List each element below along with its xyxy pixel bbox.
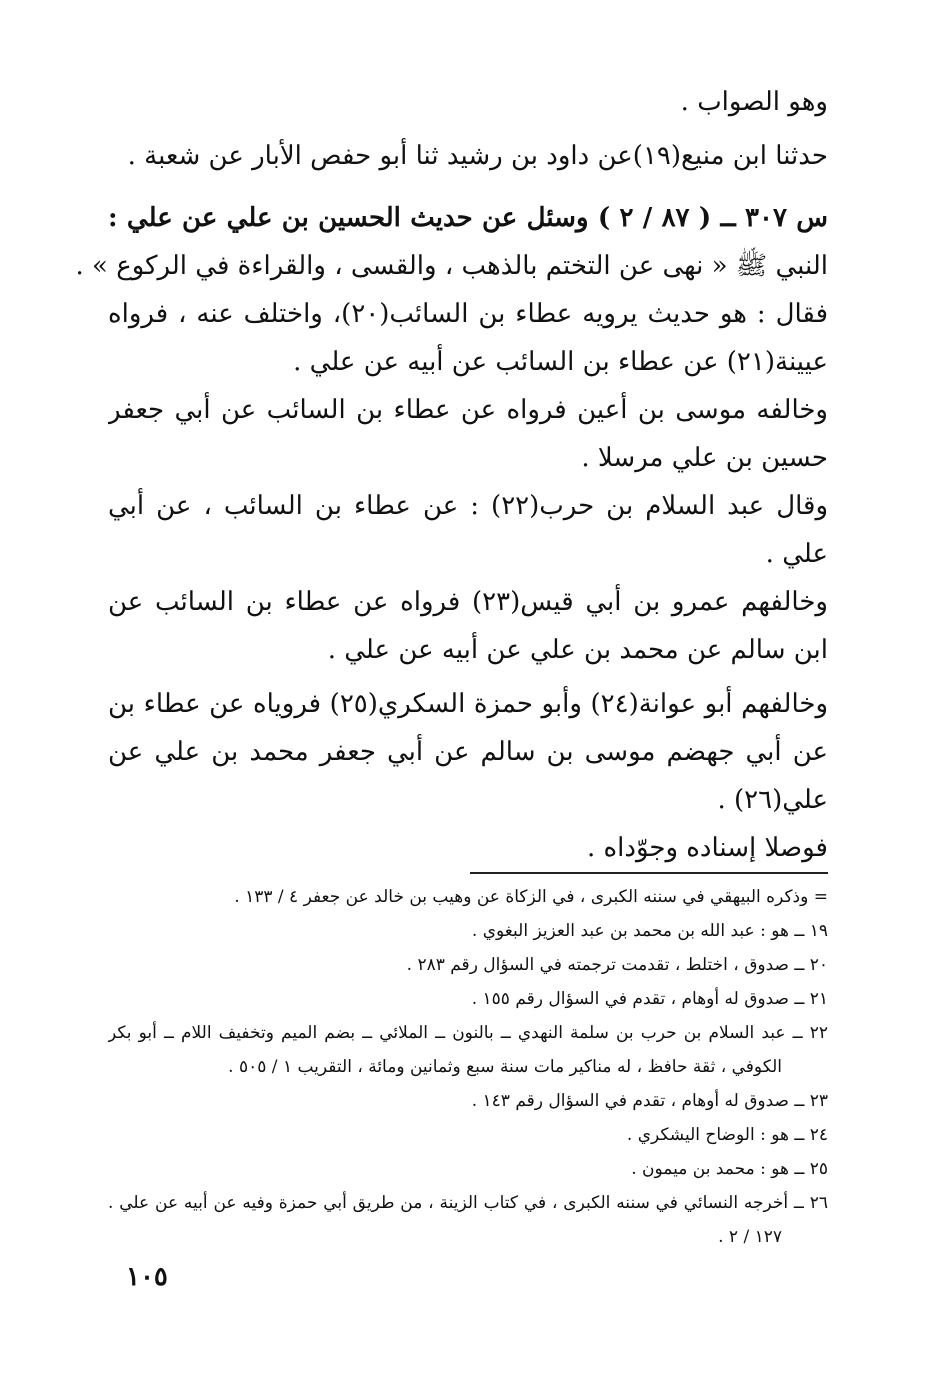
text-line: حدثنا ابن منيع(١٩)عن داود بن رشيد ثنا أبو حفص الأبار عن شعبة . [127,141,828,171]
footnote-divider [470,872,828,874]
text-line: وهو الصواب . [680,87,828,117]
footnote: ٢١ ــ صدوق له أوهام ، تقدم في السؤال رقم ١٥٥ . [471,989,828,1009]
footnote: ٢٢ ــ عبد السلام بن حرب بن سلمة النهدي ــ بالنون ــ الملائي ــ بضم الميم وتخفيف اللام ــ أبو بكر [108,1023,828,1043]
text-line: فقال : هو حديث يرويه عطاء بن السائب(٢٠)، واختلف عنه ، فرواه [108,299,828,329]
text-line: وخالفهم عمرو بن أبي قيس(٢٣) فرواه عن عطاء بن السائب عن [108,587,828,617]
text-line: فوصلا إسناده وجوّداه . [587,833,828,863]
text-line: عيينة(٢١) عن عطاء بن السائب عن أبيه عن علي . [293,347,828,377]
text-line: وقال عبد السلام بن حرب(٢٢) : عن عطاء بن السائب ، عن أبي [108,491,828,521]
text-line: علي . [765,539,828,569]
footnote: ٢٠ ــ صدوق ، اختلط ، تقدمت ترجمته في السؤال رقم ٢٨٣ . [406,955,828,975]
text-line: حسين بن علي مرسلا . [581,443,828,473]
text-line: وخالفهم أبو عوانة(٢٤) وأبو حمزة السكري(٢٥) فروياه عن عطاء بن [108,689,828,719]
footnote: ٢٤ ــ هو : الوضاح اليشكري . [626,1125,828,1145]
footnote: ١٩ ــ هو : عبد الله بن محمد بن عبد العزيز البغوي . [471,921,828,941]
text-line: علي(٢٦) . [717,785,828,815]
footnote: ٢٣ ــ صدوق له أوهام ، تقدم في السؤال رقم ١٤٣ . [471,1091,828,1111]
text-line: وخالفه موسى بن أعين فرواه عن عطاء بن السائب عن أبي جعفر [108,395,828,425]
text-line: عن أبي جهضم موسى بن سالم عن أبي جعفر محمد بن علي عن [108,737,828,767]
text-line: النبي ﷺ « نهى عن التختم بالذهب ، والقسى ، والقراءة في الركوع » . [75,251,828,281]
question-heading: س ٣٠٧ ــ ( ٨٧ / ٢ ) وسئل عن حديث الحسين بن علي عن علي : [108,203,828,233]
footnote: = وذكره البيهقي في سننه الكبرى ، في الزكاة عن وهيب بن خالد عن جعفر ٤ / ١٣٣ . [234,887,828,907]
footnote: ٢٥ ــ هو : محمد بن ميمون . [631,1159,828,1179]
footnote: ١٢٧ / ٢ . [718,1227,782,1247]
main-text [75,78,828,872]
footnote: الكوفي ، ثقة حافظ ، له مناكير مات سنة سبع وثمانين ومائة ، التقريب ١ / ٥٠٥ . [228,1057,782,1077]
text-line: ابن سالم عن محمد بن علي عن أبيه عن علي . [327,635,828,665]
footnote: ٢٦ ــ أخرجه النسائي في سننه الكبرى ، في كتاب الزينة ، من طريق أبي حمزة وفيه عن أبيه عن علي . [108,1193,828,1213]
page-number: ١٠٥ [126,1262,168,1292]
footnotes [108,880,828,1254]
